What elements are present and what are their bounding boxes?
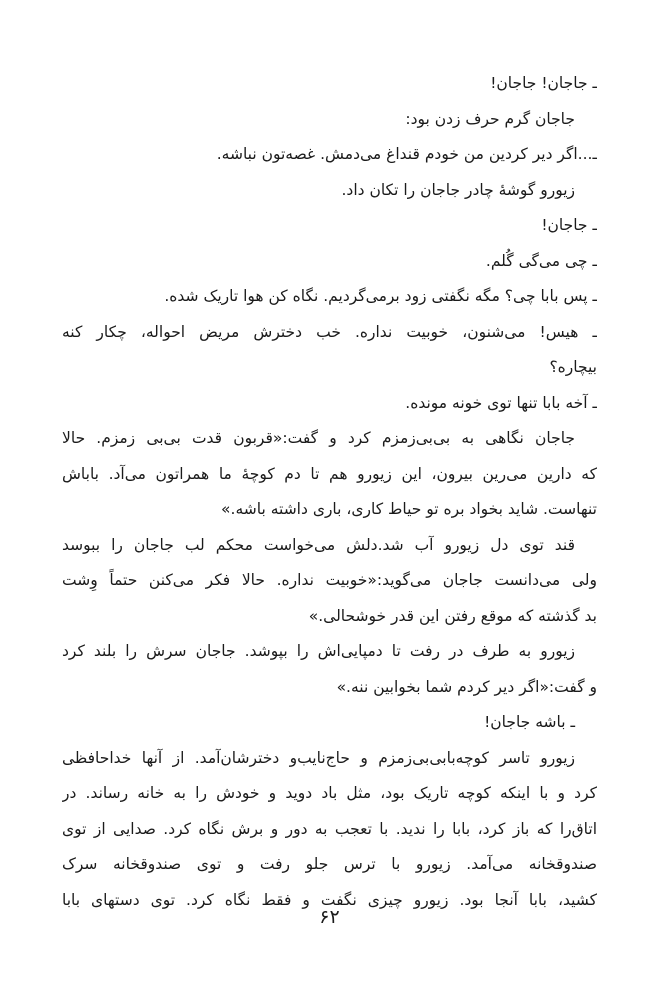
text-line: ـ هیس! می‌شنون، خوبیت نداره. خب دخترش مریض احواله، چکار کنه bbox=[62, 322, 597, 341]
text-line: بد گذشته که موقع رفتن این قدر خوشحالی.» bbox=[308, 606, 597, 625]
text-line: تنهاست. شاید بخواد بره تو حیاط کاری، باری داشته باشه.» bbox=[221, 500, 597, 518]
text-line: که دارین می‌رین بیرون، این زیورو هم تا دم کوچهٔ ما همراتون می‌آد. باباش bbox=[62, 464, 597, 483]
text-line: ـ چی می‌گی گُلم. bbox=[485, 251, 597, 270]
text-line: قند توی دل زیورو آب شد.دلش می‌خواست محکم لب جاجان را ببوسد bbox=[62, 535, 575, 554]
text-line: ـ باشه جاجان! bbox=[484, 713, 575, 731]
text-line: جاجان نگاهی به بی‌بی‌زمزم کرد و گفت:«قربون قدت بی‌بی زمزم. حالا bbox=[62, 429, 575, 447]
page-text bbox=[62, 66, 597, 918]
text-line: کرد و با اینکه کوچه تاریک بود، مثل باد دوید و خودش را به خانه رساند. در bbox=[62, 784, 597, 802]
text-line: زیورو گوشهٔ چادر جاجان را تکان داد. bbox=[341, 180, 575, 199]
text-line: بیچاره؟ bbox=[549, 358, 597, 376]
text-line: صندوقخانه می‌آمد. زیورو با ترس جلو رفت و توی صندوقخانه سرک bbox=[62, 855, 597, 873]
text-line: ـ...اگر دیر کردین من خودم قنداغ می‌دمش. غصه‌تون نباشه. bbox=[216, 145, 597, 163]
page-number: ۶۲ bbox=[319, 906, 340, 928]
text-line: جاجان گرم حرف زدن بود: bbox=[405, 109, 575, 128]
text-line: ـ آخه بابا تنها توی خونه مونده. bbox=[405, 393, 597, 412]
text-line: کشید، بابا آنجا بود. زیورو چیزی نگفت و فقط نگاه کرد. توی دستهای بابا bbox=[62, 890, 597, 909]
text-line: اتاق‌را که باز کرد، بابا را ندید. با تعجب به دور و برش نگاه کرد. صدایی از توی bbox=[62, 819, 597, 838]
text-line: ـ پس بابا چی؟ مگه نگفتی زود برمی‌گردیم. نگاه کن هوا تاریک شده. bbox=[164, 287, 597, 305]
text-line: ولی می‌دانست جاجان می‌گوید:«خوبیت نداره. حالا فکر می‌کنن حتماً وِشت bbox=[62, 571, 597, 589]
text-line: و گفت:«اگر دیر کردم شما بخوابین ننه.» bbox=[336, 677, 597, 696]
text-line: ـ جاجان! جاجان! bbox=[490, 74, 597, 92]
text-line: ـ جاجان! bbox=[541, 216, 597, 234]
text-line: زیورو به طرف در رفت تا دمپایی‌اش را بپوشد. جاجان سرش را بلند کرد bbox=[62, 642, 575, 660]
text-line: زیورو تاسر کوچه‌بابی‌بی‌زمزم و حاج‌نایب‌و دخترشان‌آمد. از آنها خداحافظی bbox=[62, 748, 575, 767]
